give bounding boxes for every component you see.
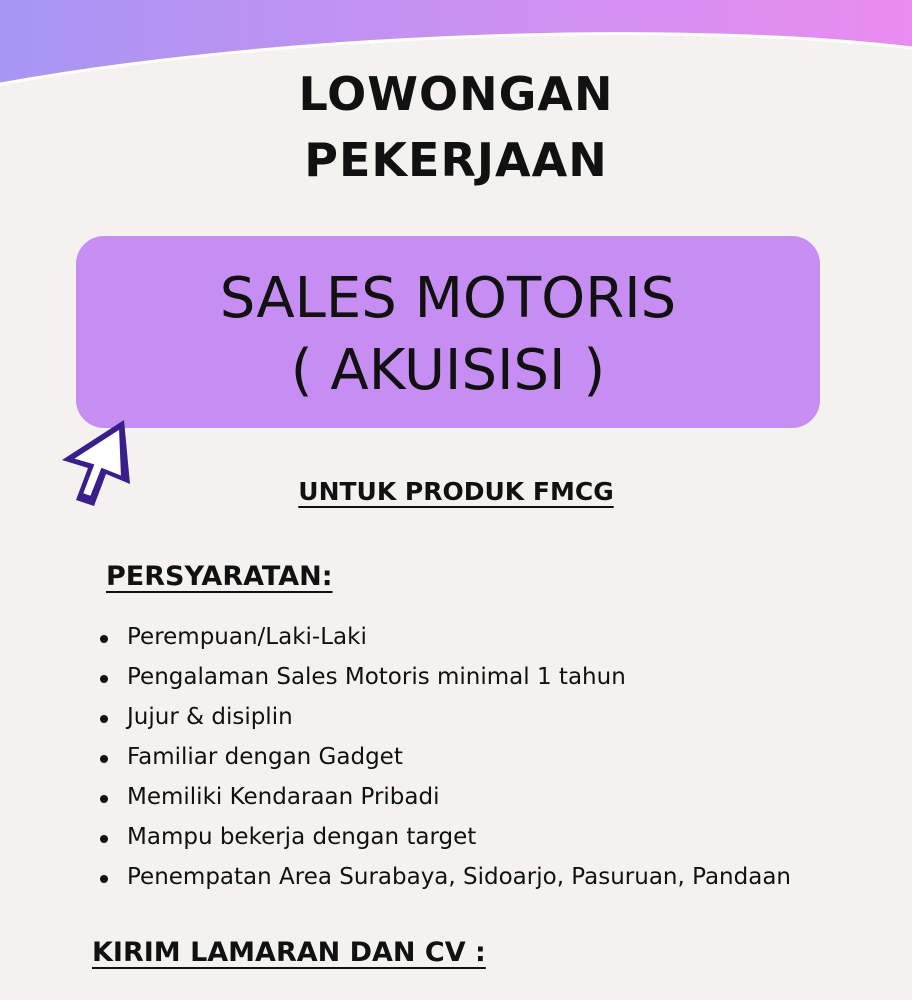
job-subtitle: ( AKUISISI ) xyxy=(290,338,606,403)
page-title-line-2: PEKERJAAN xyxy=(304,133,608,187)
requirements-heading: PERSYARATAN: xyxy=(106,561,333,592)
job-title: SALES MOTORIS xyxy=(219,266,677,331)
product-subtitle: UNTUK PRODUK FMCG xyxy=(298,477,614,506)
list-item: Jujur & disiplin xyxy=(96,698,791,738)
list-item: Penempatan Area Surabaya, Sidoarjo, Pasuruan, Pandaan xyxy=(96,858,791,898)
list-item: Familiar dengan Gadget xyxy=(96,738,791,778)
page-title-line-1: LOWONGAN xyxy=(298,67,614,121)
send-application-heading: KIRIM LAMARAN DAN CV : xyxy=(92,937,486,968)
job-title-box xyxy=(76,236,820,428)
requirements-list xyxy=(96,618,791,898)
list-item: Perempuan/Laki-Laki xyxy=(96,618,791,658)
list-item: Pengalaman Sales Motoris minimal 1 tahun xyxy=(96,658,791,698)
list-item: Mampu bekerja dengan target xyxy=(96,818,791,858)
list-item: Memiliki Kendaraan Pribadi xyxy=(96,778,791,818)
